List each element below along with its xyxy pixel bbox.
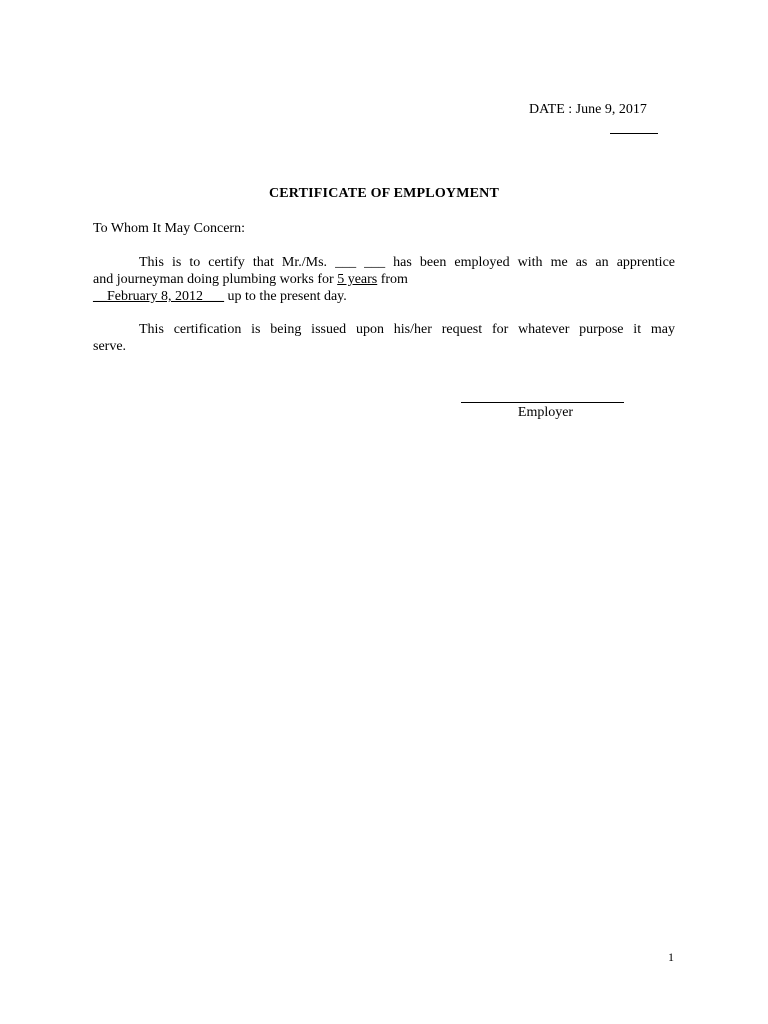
paragraph-line: This certification is being issued upon his/her request for whatever purpose it may (139, 322, 675, 337)
salutation: To Whom It May Concern: (93, 221, 245, 236)
employment-start-date: __February 8, 2012___ (93, 289, 225, 304)
paragraph-line (93, 271, 675, 288)
paragraph-line: This is to certify that Mr./Ms. ___ ___ has been employed with me as an apprentice (139, 255, 675, 270)
paragraph-text: from (377, 272, 408, 287)
certification-paragraph (93, 254, 675, 305)
date-underline (610, 133, 658, 134)
purpose-paragraph (93, 321, 675, 355)
years-of-service: 5 years (337, 272, 378, 287)
paragraph-text: and journeyman doing plumbing works for (93, 272, 338, 287)
date-text: DATE : June 9, 2017 (529, 102, 647, 117)
signature-label: Employer (517, 405, 574, 420)
document-title: CERTIFICATE OF EMPLOYMENT (268, 186, 500, 201)
page-number: 1 (668, 950, 674, 964)
paragraph-text: up to the present day. (224, 289, 347, 304)
paragraph-line (93, 288, 675, 305)
paragraph-line: serve. (93, 339, 127, 354)
signature-line (461, 402, 624, 403)
